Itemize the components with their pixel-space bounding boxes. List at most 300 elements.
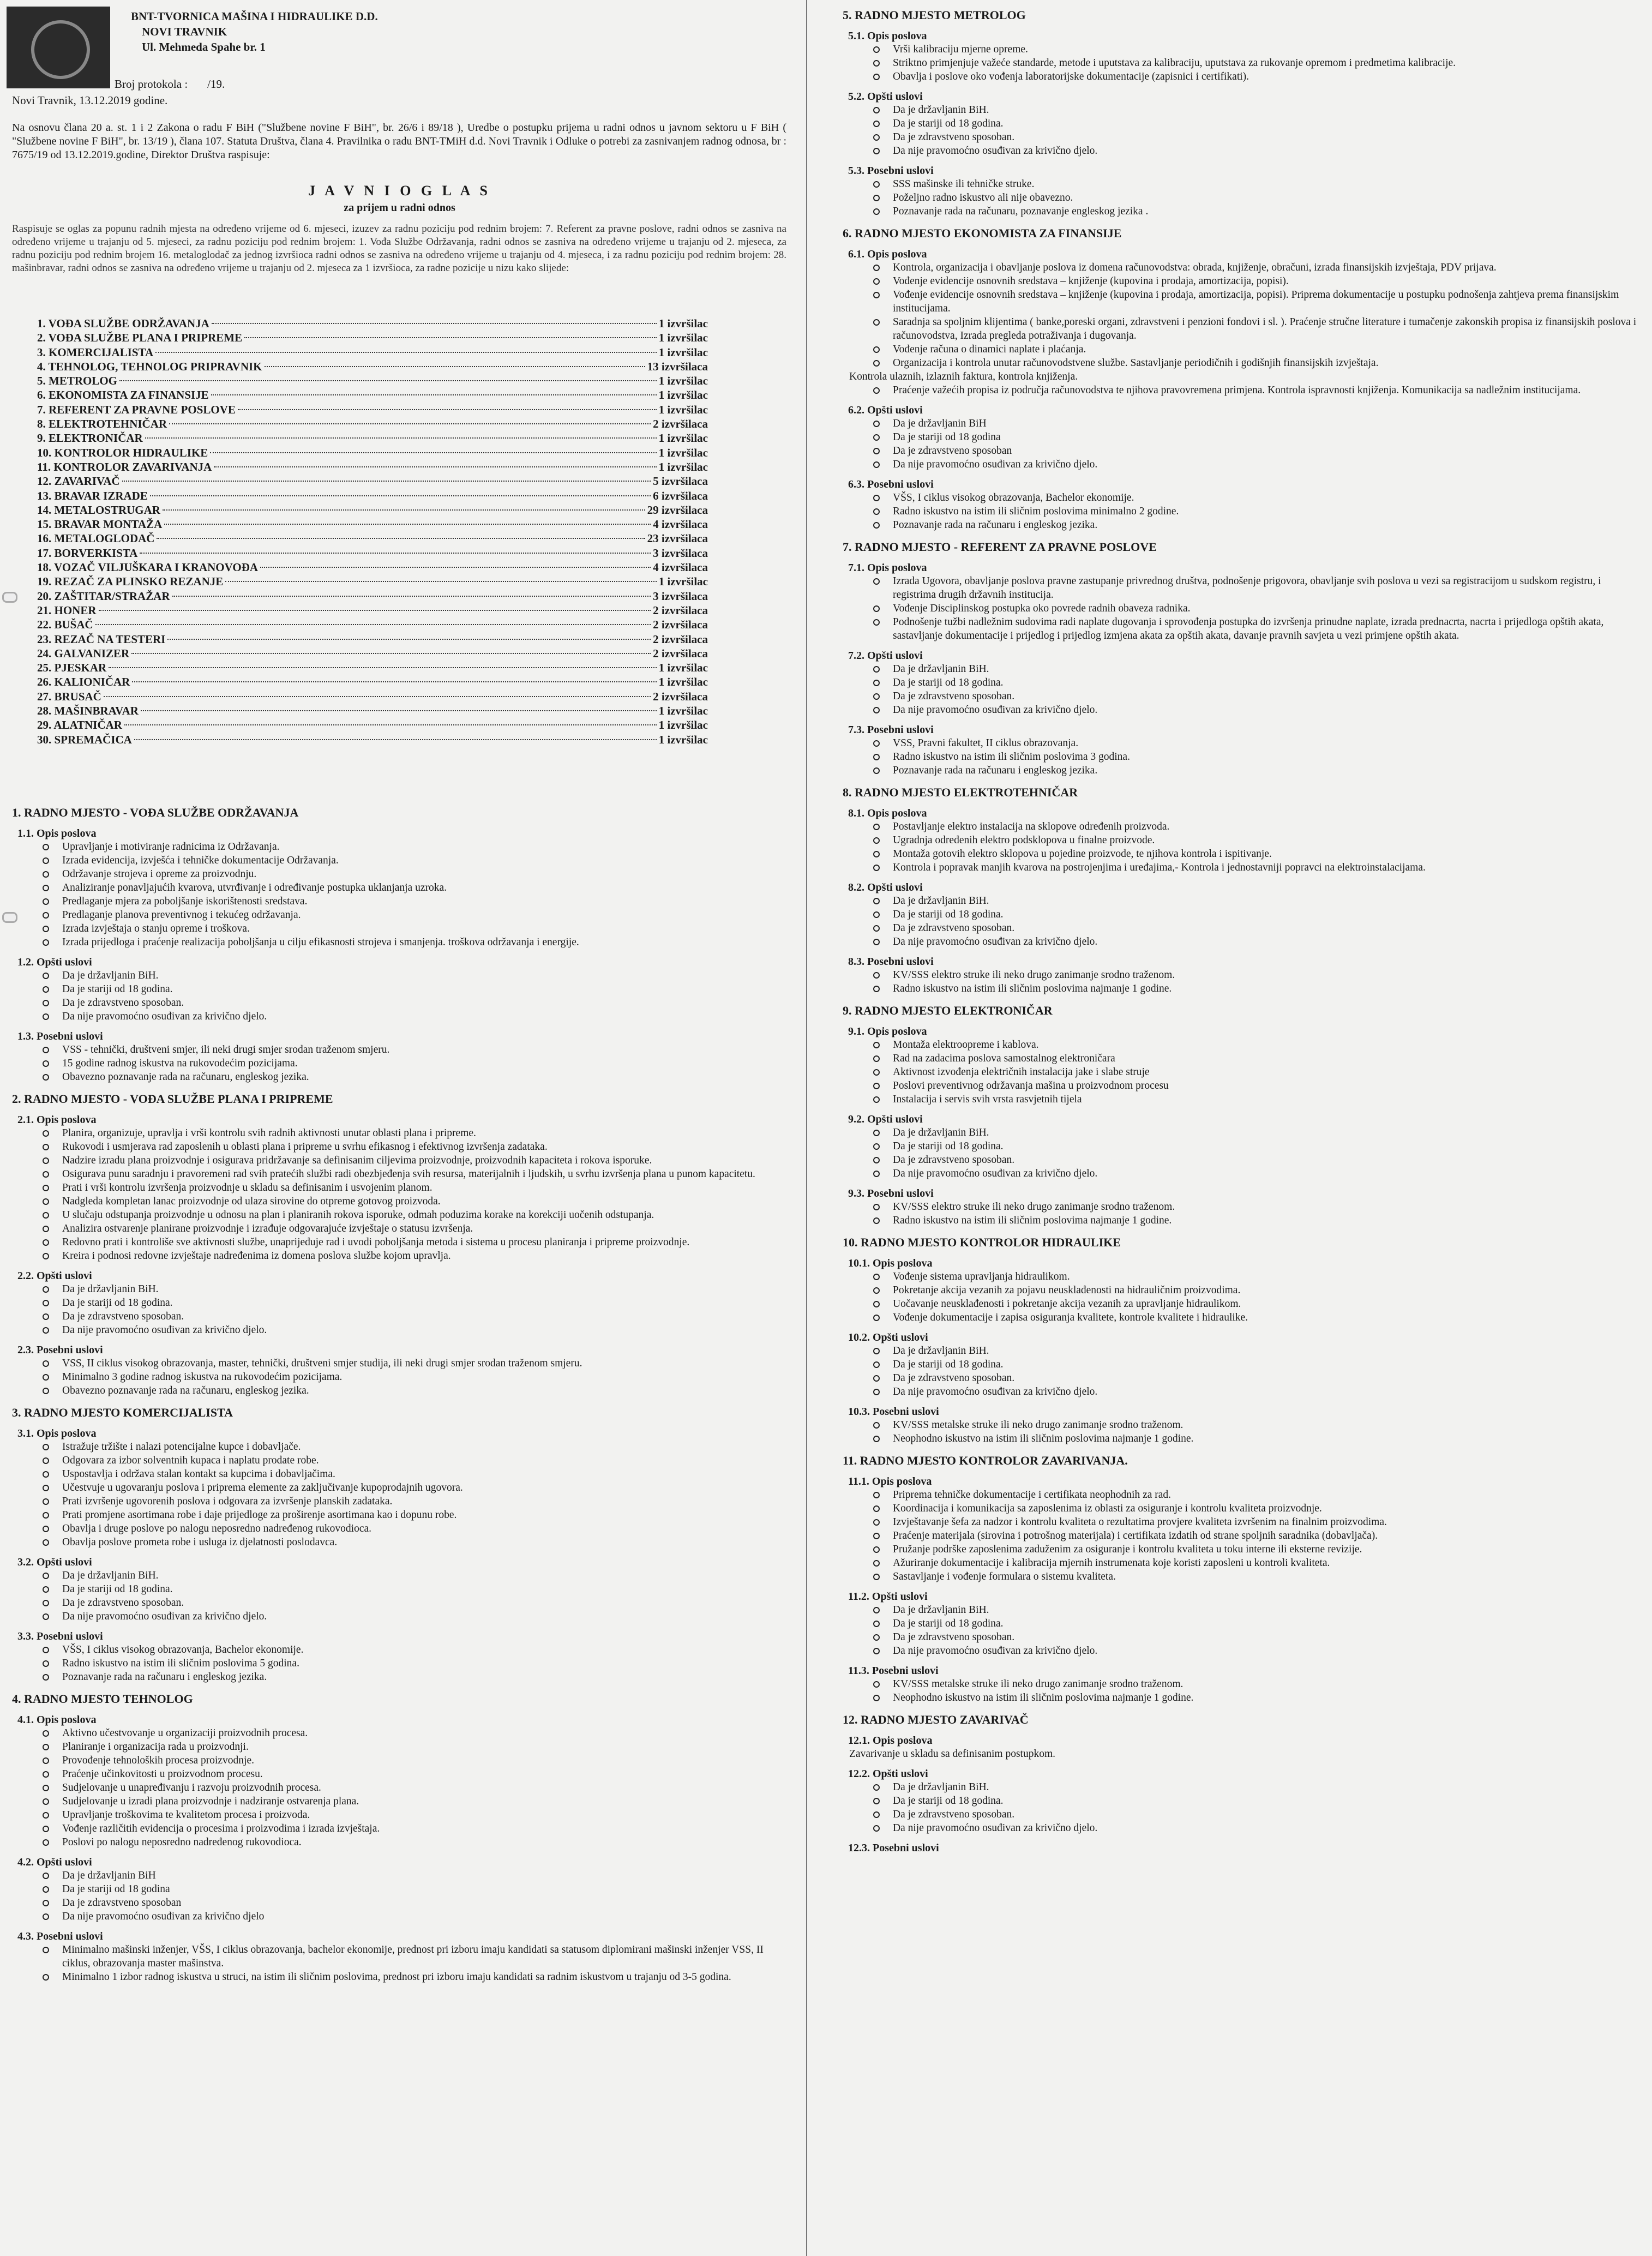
bullet-item: Da je zdravstveno sposoban. [864, 1630, 1639, 1644]
bullet-list [843, 1270, 1639, 1324]
position-count: 1 izvršilac [658, 431, 708, 445]
position-row [37, 646, 708, 661]
position-row [37, 560, 708, 574]
leader-dots [169, 423, 651, 424]
bullet-item: Analiziranje ponavljajućih kvarova, utvrđivanje i određivanje postupka uklanjanja uzroka. [34, 881, 786, 895]
bullet-item: Vođenje različitih evidencija o procesima i proizvodima i izrada izvještaja. [34, 1822, 786, 1835]
bullet-item: Montaža elektroopreme i kablova. [864, 1038, 1639, 1052]
leader-dots [104, 696, 651, 697]
bullet-item: Radno iskustvo na istim ili sličnim poslovima 5 godina. [34, 1657, 786, 1670]
bullet-item: Minimalno mašinski inženjer, VŠS, I ciklus obrazovanja, bachelor ekonomije, prednost pri izboru imaju kandidati sa statusom diplomirani mašinski inženjer VSS, II ciklus, obrazovanja master mašinstva. [34, 1943, 786, 1970]
bullet-item: Vođenje evidencije osnovnih sredstava – knjiženje (kupovina i prodaja, amortizacija, popisi). [864, 274, 1639, 288]
subsection-heading: 6.3. Posebni uslovi [848, 478, 934, 490]
position-name: 10. KONTROLOR HIDRAULIKE [37, 446, 208, 459]
bullet-list [843, 103, 1639, 158]
position-row [37, 417, 708, 431]
bullet-item: Planira, organizuje, upravlja i vrši kontrolu svih radnih aktivnosti unutar oblasti plana i pripreme. [34, 1126, 786, 1140]
position-count: 23 izvršilaca [647, 532, 708, 545]
bullet-item: Nadgleda kompletan lanac proizvodnje od ulaza sirovine do otpreme gotovog proizvoda. [34, 1195, 786, 1208]
bullet-list [12, 969, 786, 1023]
section-title: 11. RADNO MJESTO KONTROLOR ZAVARIVANJA. [843, 1454, 1128, 1467]
bullet-list [843, 1488, 1639, 1583]
bullet-item: VSS, II ciklus visokog obrazovanja, master, tehnički, društveni smjer studija, ili neki drugi smjer srodan traženom smjeru. [34, 1357, 786, 1370]
company-city: NOVI TRAVNIK [142, 25, 227, 38]
bullet-item: KV/SSS elektro struke ili neko drugo zanimanje srodno traženom. [864, 1200, 1639, 1214]
leader-dots [124, 724, 657, 725]
bullet-item: Rad na zadacima poslova samostalnog elektroničara [864, 1052, 1639, 1065]
leader-dots [167, 639, 651, 640]
bullet-item: Da je državljanin BiH. [34, 1569, 786, 1582]
section-title: 7. RADNO MJESTO - REFERENT ZA PRAVNE POSLOVE [843, 540, 1157, 554]
position-row [37, 704, 708, 718]
subsection-heading: 9.2. Opšti uslovi [848, 1113, 923, 1125]
position-name: 3. KOMERCIJALISTA [37, 345, 154, 359]
subsection-heading: 10.3. Posebni uslovi [848, 1406, 939, 1418]
position-row [37, 388, 708, 402]
position-count: 1 izvršilac [658, 403, 708, 416]
bullet-item: Da je državljanin BiH. [864, 1126, 1639, 1139]
section-title: 2. RADNO MJESTO - VOĐA SLUŽBE PLANA I PRIPREME [12, 1092, 333, 1106]
position-row [37, 474, 708, 488]
bullet-item: Izrada izvještaja o stanju opreme i troškova. [34, 922, 786, 935]
bullet-item: Neophodno iskustvo na istim ili sličnim poslovima najmanje 1 godine. [864, 1432, 1639, 1445]
bullet-list [12, 1726, 786, 1849]
bullet-item: Kreira i podnosi redovne izvještaje nadređenima iz domena poslova službe kojom upravlja. [34, 1249, 786, 1263]
bullet-item: Da je stariji od 18 godina. [864, 1794, 1639, 1808]
bullet-item: Poželjno radno iskustvo ali nije obavezno. [864, 191, 1639, 205]
leader-dots [260, 567, 651, 568]
bullet-item: Održavanje strojeva i opreme za proizvodnju. [34, 867, 786, 881]
position-row [37, 603, 708, 617]
leader-dots [214, 466, 656, 467]
bullet-item: VSS, Pravni fakultet, II ciklus obrazovanja. [864, 736, 1639, 750]
subsection-heading: 3.2. Opšti uslovi [17, 1556, 92, 1568]
bullet-list [843, 820, 1639, 874]
bullet-item: Vođenje dokumentacije i zapisa osiguranja kvalitete, kontrole kvalitete i hidraulike. [864, 1311, 1639, 1324]
bullet-item: Da nije pravomoćno osuđivan za krivično djelo. [864, 458, 1639, 471]
subsection-heading: 7.3. Posebni uslovi [848, 724, 934, 736]
bullet-item: Praćenje učinkovitosti u proizvodnom procesu. [34, 1767, 786, 1781]
bullet-item: Radno iskustvo na istim ili sličnim poslovima najmanje 1 godine. [864, 982, 1639, 995]
bullet-item: 15 godine radnog iskustva na rukovodećim pozicijama. [34, 1057, 786, 1070]
bullet-item: Poznavanje rada na računaru i engleskog jezika. [864, 518, 1639, 532]
bullet-item: Da je državljanin BiH. [34, 1282, 786, 1296]
position-count: 4 izvršilaca [653, 561, 708, 574]
bullet-item: Uočavanje neusklađenosti i pokretanje akcija vezanih za upravljanje hidraulikom. [864, 1297, 1639, 1311]
bullet-item: Poznavanje rada na računaru i engleskog jezika. [864, 764, 1639, 777]
company-header [131, 9, 731, 55]
bullet-list [843, 417, 1639, 471]
bullet-list [843, 261, 1639, 370]
position-name: 21. HONER [37, 603, 97, 617]
position-count: 1 izvršilac [658, 345, 708, 359]
bullet-item: Da je stariji od 18 godina. [864, 1139, 1639, 1153]
bullet-list [12, 1282, 786, 1337]
binder-clip-mark [2, 592, 17, 603]
subsection-heading: 5.3. Posebni uslovi [848, 165, 934, 177]
bullet-list [843, 1780, 1639, 1835]
bullet-item: Prati promjene asortimana robe i daje prijedloge za proširenje asortimana kao i dopunu robe. [34, 1508, 786, 1522]
leader-dots [265, 366, 645, 367]
bullet-item: Sudjelovanje u izradi plana proizvodnje i nadziranje ostvarenja plana. [34, 1795, 786, 1808]
leader-dots [163, 509, 645, 511]
position-name: 20. ZAŠTITAR/STRAŽAR [37, 589, 170, 603]
document-date: Novi Travnik, 13.12.2019 godine. [12, 94, 168, 107]
bullet-item: Montaža gotovih elektro sklopova u pojedine proizvode, te njihova kontrola i ispitivanje. [864, 847, 1639, 861]
company-logo [7, 7, 110, 88]
bullet-item: Sastavljanje i vođenje formulara o sistemu kvaliteta. [864, 1570, 1639, 1583]
leader-dots [212, 323, 657, 324]
position-row [37, 718, 708, 732]
leader-dots [150, 495, 651, 496]
position-count: 4 izvršilaca [653, 518, 708, 531]
position-name: 2. VOĐA SLUŽBE PLANA I PRIPREME [37, 331, 243, 345]
positions-list [37, 316, 708, 747]
leader-dots [244, 337, 657, 338]
bullet-item: Da je stariji od 18 godina. [864, 908, 1639, 921]
bullet-item: KV/SSS elektro struke ili neko drugo zanimanje srodno traženom. [864, 968, 1639, 982]
bullet-item: Poslovi preventivnog održavanja mašina u proizvodnom procesu [864, 1079, 1639, 1093]
bullet-item: Da je državljanin BiH. [864, 1780, 1639, 1794]
position-row [37, 617, 708, 632]
bullet-item: Da nije pravomoćno osuđivan za krivično djelo. [34, 1323, 786, 1337]
position-count: 3 izvršilaca [653, 546, 708, 560]
bullet-item: Da nije pravomoćno osuđivan za krivično djelo. [34, 1010, 786, 1023]
bullet-item: Prati i vrši kontrolu izvršenja proizvodnje u skladu sa definisanim i usvojenim planom. [34, 1181, 786, 1195]
subsection-heading: 4.2. Opšti uslovi [17, 1856, 92, 1868]
bullet-item: Da nije pravomoćno osuđivan za krivično djelo. [864, 1644, 1639, 1658]
subsection-heading: 11.2. Opšti uslovi [848, 1591, 928, 1603]
bullet-item: Uspostavlja i održava stalan kontakt sa kupcima i dobavljačima. [34, 1467, 786, 1481]
position-count: 5 izvršilaca [653, 475, 708, 488]
position-count: 6 izvršilaca [653, 489, 708, 502]
leader-dots [99, 610, 651, 611]
position-name: 14. METALOSTRUGAR [37, 503, 160, 517]
bullet-list [843, 574, 1639, 643]
bullet-item: Da je državljanin BiH. [864, 1344, 1639, 1358]
position-count: 1 izvršilac [658, 460, 708, 473]
bullet-item: Rukovodi i usmjerava rad zaposlenih u oblasti plana i pripreme u svrhu efikasnog i efektivnog izvršenja zadataka. [34, 1140, 786, 1154]
bullet-item: Sudjelovanje u unapređivanju i razvoju proizvodnih procesa. [34, 1781, 786, 1795]
bullet-list [843, 1603, 1639, 1658]
bullet-item: Da je stariji od 18 godina. [864, 117, 1639, 130]
leader-dots [155, 352, 656, 353]
bullet-item: Obavlja i druge poslove po nalogu neposredno nadređenog rukovodioca. [34, 1522, 786, 1535]
bullet-item: Poslovi po nalogu neposredno nadređenog rukovodioca. [34, 1835, 786, 1849]
subsection-heading: 4.3. Posebni uslovi [17, 1930, 103, 1942]
right-sections [843, 0, 1639, 1855]
bullet-item: Da je zdravstveno sposoban. [34, 996, 786, 1010]
bullet-item: Da je zdravstveno sposoban. [864, 1371, 1639, 1385]
position-row [37, 374, 708, 388]
bullet-item: Radno iskustvo na istim ili sličnim poslovima 3 godina. [864, 750, 1639, 764]
position-count: 2 izvršilaca [653, 603, 708, 617]
bullet-item: Da nije pravomoćno osuđivan za krivično djelo. [864, 1821, 1639, 1835]
position-name: 5. METROLOG [37, 374, 118, 388]
bullet-item: Da je zdravstveno sposoban. [864, 1153, 1639, 1167]
section-title: 8. RADNO MJESTO ELEKTROTEHNIČAR [843, 785, 1078, 799]
bullet-list [12, 1869, 786, 1923]
bullet-item: Da je državljanin BiH. [864, 1603, 1639, 1617]
position-count: 2 izvršilaca [653, 646, 708, 660]
bullet-item: Da je stariji od 18 godina [34, 1882, 786, 1896]
bullet-item: Planiranje i organizacija rada u proizvodnji. [34, 1740, 786, 1754]
section-title: 9. RADNO MJESTO ELEKTRONIČAR [843, 1004, 1053, 1017]
position-name: 19. REZAČ ZA PLINSKO REZANJE [37, 575, 224, 589]
bullet-item: Praćenje materijala (sirovina i potrošnog materijala) i certifikata izdatih od strane spoljnih saradnika (dobavljača). [864, 1529, 1639, 1543]
subsection-heading: 3.3. Posebni uslovi [17, 1630, 103, 1642]
section-note: Zavarivanje u skladu sa definisanim postupkom. [849, 1748, 1056, 1760]
bullet-item: Saradnja sa spoljnim klijentima ( banke,poreski organi, zdravstveni i penzioni fondovi i sl. ). Praćenje stručne literature i tumačenje zakonskih propisa iz finansijskih poslova i računovodstva, Izrada pregleda potraživanja i dugovanja. [864, 315, 1639, 343]
bullet-item: Da je državljanin BiH [34, 1869, 786, 1882]
section-title: 1. RADNO MJESTO - VOĐA SLUŽBE ODRŽAVANJA [12, 806, 299, 819]
bullet-item: Da je državljanin BiH. [34, 969, 786, 982]
position-count: 1 izvršilac [658, 317, 708, 330]
bullet-item: Instalacija i servis svih vrsta rasvjetnih tijela [864, 1093, 1639, 1106]
subsection-heading: 4.1. Opis poslova [17, 1714, 97, 1726]
bullet-item: Neophodno iskustvo na istim ili sličnim poslovima najmanje 1 godine. [864, 1691, 1639, 1705]
bullet-item: Da je stariji od 18 godina. [864, 1617, 1639, 1630]
bullet-item: Da nije pravomoćno osuđivan za krivično djelo. [864, 935, 1639, 949]
position-name: 15. BRAVAR MONTAŽA [37, 518, 163, 531]
document-title: J A V N I O G L A S [308, 183, 491, 199]
subsection-heading: 8.3. Posebni uslovi [848, 956, 934, 968]
position-name: 16. METALOGLODAČ [37, 532, 155, 545]
leader-dots [95, 624, 651, 625]
subsection-heading: 8.1. Opis poslova [848, 807, 927, 819]
bullet-item: Osigurava punu saradnju i pravoremeni rad svih pratećih službi radi obezbjeđenja svih resursa, materijalnih i ljudskih, u svrhu izvršenja plana u punom kapacitetu. [34, 1167, 786, 1181]
bullet-list [843, 1126, 1639, 1180]
position-name: 13. BRAVAR IZRADE [37, 489, 148, 502]
bullet-item: Redovno prati i kontroliše sve aktivnosti službe, unapriјeđuje rad i uvodi poboljšanja metoda i sistema u procesu planiranja i pripreme proizvodnje. [34, 1235, 786, 1249]
position-name: 29. ALATNIČAR [37, 718, 122, 732]
bullet-item: Nadzire izradu plana proizvodnje i osigurava pridržavanje sa definisanim ciljevima proizvodnje, proizvodnih kapaciteta i rokova isporuke. [34, 1154, 786, 1167]
bullet-item: Izrada prijedloga i praćenje realizacija poboljšanja u cilju efikasnosti strojeva i smanjenja. troškova održavanja i energije. [34, 935, 786, 949]
bullet-item: Izrada evidencija, izvješća i tehničke dokumentacije Održavanja. [34, 854, 786, 867]
bullet-item: Pokretanje akcija vezanih za pojavu neusklađenosti na hidrauličnim proizvodima. [864, 1283, 1639, 1297]
bullet-item: Predlaganje planova preventivnog i tekućeg održavanja. [34, 908, 786, 922]
bullet-item: Predlaganje mjera za poboljšanje iskorištenosti sredstava. [34, 895, 786, 908]
protocol-number: Broj protokola : /19. [115, 77, 225, 91]
subsection-heading: 1.2. Opšti uslovi [17, 956, 92, 968]
bullet-item: Ažuriranje dokumentacije i kalibracija mjernih instrumenata koje koristi zaposleni u kontroli kvaliteta. [864, 1556, 1639, 1570]
position-name: 18. VOZAČ VILJUŠKARA I KRANOVOĐA [37, 561, 259, 574]
position-count: 1 izvršilac [658, 575, 708, 589]
position-row [37, 689, 708, 704]
bullet-list [843, 43, 1639, 83]
position-name: 24. GALVANIZER [37, 646, 130, 660]
position-row [37, 431, 708, 445]
bullet-list [843, 736, 1639, 777]
bullet-list [12, 1943, 786, 1984]
position-name: 23. REZAČ NA TESTERI [37, 632, 166, 646]
bullet-item: Analizira ostvarenje planirane proizvodnje i izrađuje odgovarajuće izvještaje o statusu izvršenja. [34, 1222, 786, 1235]
bullet-item: SSS mašinske ili tehničke struke. [864, 177, 1639, 191]
position-row [37, 632, 708, 646]
bullet-item: VSS - tehnički, društveni smjer, ili neki drugi smjer srodan traženom smjeru. [34, 1043, 786, 1057]
leader-dots [157, 538, 645, 539]
position-row [37, 403, 708, 417]
subsection-heading: 12.1. Opis poslova [848, 1735, 933, 1747]
bullet-list [843, 968, 1639, 995]
position-name: 17. BORVERKISTA [37, 546, 138, 560]
bullet-item: Da je zdravstveno sposoban. [864, 1808, 1639, 1821]
bullet-item: Vođenje evidencije osnovnih sredstava – knjiženje (kupovina i prodaja, amortizacija, popisi). Priprema dokumentacije u postupku podnošenja zahtjeva prema finansijskim institucijama. [864, 288, 1639, 315]
bullet-list [843, 1344, 1639, 1399]
section-title: 3. RADNO MJESTO KOMERCIJALISTA [12, 1406, 233, 1419]
position-row [37, 574, 708, 589]
bullet-list [843, 177, 1639, 218]
bullet-item: Aktivno učestvovanje u organizaciji proizvodnih procesa. [34, 1726, 786, 1740]
bullet-list [843, 383, 1639, 397]
subsection-heading: 1.1. Opis poslova [17, 827, 97, 839]
section-title: 5. RADNO MJESTO METROLOG [843, 8, 1026, 22]
bullet-item: Da je državljanin BiH. [864, 103, 1639, 117]
bullet-item: Priprema tehničke dokumentacije i certifikata neophodnih za rad. [864, 1488, 1639, 1502]
bullet-list [12, 1643, 786, 1684]
position-count: 1 izvršilac [658, 661, 708, 675]
bullet-item: Obavezno poznavanje rada na računaru, engleskog jezika. [34, 1384, 786, 1397]
bullet-item: Minimalno 3 godine radnog iskustva na rukovodećim pozicijama. [34, 1370, 786, 1384]
position-count: 2 izvršilaca [653, 632, 708, 646]
position-row [37, 675, 708, 689]
position-count: 2 izvršilaca [653, 618, 708, 632]
position-count: 2 izvršilaca [653, 689, 708, 703]
position-row [37, 460, 708, 474]
position-count: 1 izvršilac [658, 374, 708, 388]
bullet-list [843, 1200, 1639, 1227]
section-title: 12. RADNO MJESTO ZAVARIVAČ [843, 1713, 1029, 1726]
leader-dots [140, 553, 651, 554]
bullet-item: Vođenje računa o dinamici naplate i plaćanja. [864, 343, 1639, 356]
position-name: 22. BUŠAČ [37, 618, 93, 632]
section-title: 6. RADNO MJESTO EKONOMISTA ZA FINANSIJE [843, 226, 1122, 240]
bullet-item: Pružanje podrške zaposlenima zaduženim za osiguranje i kontrolu kvaliteta u toku interne ili eksterne revizije. [864, 1543, 1639, 1556]
subsection-heading: 11.3. Posebni uslovi [848, 1665, 939, 1677]
bullet-item: Poznavanje rada na računaru, poznavanje engleskog jezika . [864, 205, 1639, 218]
position-name: 25. PJESKAR [37, 661, 107, 675]
bullet-item: Izrada Ugovora, obavljanje poslova pravne zastupanje privrednog društva, podnošenje prigovora, obavljanje svih poslova u vezi sa registracijom u sudskom registru, i registrima drugih državnih institucija. [864, 574, 1639, 602]
bullet-item: KV/SSS metalske struke ili neko drugo zanimanje srodno traženom. [864, 1418, 1639, 1432]
bullet-item: Izvještavanje šefa za nadzor i kontrolu kvaliteta o rezultatima provjere kvaliteta izvršenim na finalnim proizvodima. [864, 1515, 1639, 1529]
bullet-item: Provođenje tehnoloških procesa proizvodnje. [34, 1754, 786, 1767]
bullet-item: KV/SSS metalske struke ili neko drugo zanimanje srodno traženom. [864, 1677, 1639, 1691]
bullet-item: Upravljanje troškovima te kvalitetom procesa i proizvoda. [34, 1808, 786, 1822]
bullet-item: Da je stariji od 18 godina [864, 430, 1639, 444]
position-count: 29 izvršilaca [647, 503, 708, 517]
subsection-heading: 2.3. Posebni uslovi [17, 1344, 103, 1356]
bullet-item: Organizacija i kontrola unutar računovodstvene službe. Sastavljanje periodičnih i godišnjih finansijskih izvještaja. [864, 356, 1639, 370]
subsection-heading: 2.2. Opšti uslovi [17, 1270, 92, 1282]
bullet-item: Da nije pravomoćno osuđivan za krivično djelo. [864, 1167, 1639, 1180]
leader-dots [225, 581, 656, 582]
position-name: 9. ELEKTRONIČAR [37, 431, 143, 445]
bullet-list [843, 1038, 1639, 1106]
subsection-heading: 5.1. Opis poslova [848, 30, 927, 42]
bullet-item: Da nije pravomoćno osuđivan za krivično djelo [34, 1910, 786, 1923]
position-row [37, 331, 708, 345]
leader-dots [211, 394, 657, 395]
position-row [37, 589, 708, 603]
bullet-item: Da je državljanin BiH. [864, 894, 1639, 908]
bullet-item: Poznavanje rada na računaru i engleskog jezika. [34, 1670, 786, 1684]
bullet-item: Prati izvršenje ugovorenih poslova i odgovara za izvršenje planskih zadataka. [34, 1495, 786, 1508]
position-name: 30. SPREMAČICA [37, 733, 132, 746]
subsection-heading: 7.2. Opšti uslovi [848, 650, 923, 662]
position-count: 1 izvršilac [658, 718, 708, 732]
bullet-item: Podnošenje tužbi nadležnim sudovima radi naplate dugovanja i sprovođenja postupka do izvršenja prinudne naplate, izrada prednacrta, nacrta i prijedloga opštih akata, sastavljanje dokumentacije i prijedlog i prijedlog izmjena akata za opštih akata, davanje pravnih savjeta u vezi primjene opštih akata. [864, 615, 1639, 643]
position-count: 1 izvršilac [658, 704, 708, 718]
subsection-heading: 1.3. Posebni uslovi [17, 1030, 103, 1042]
subsection-heading: 9.3. Posebni uslovi [848, 1187, 934, 1199]
bullet-list [12, 1569, 786, 1623]
bullet-list [843, 894, 1639, 949]
position-count: 2 izvršilaca [653, 417, 708, 431]
bullet-item: VŠS, I ciklus visokog obrazovanja, Bachelor ekonomije. [864, 491, 1639, 505]
company-address: Ul. Mehmeda Spahe br. 1 [142, 40, 266, 53]
position-row [37, 446, 708, 460]
subsection-heading: 6.1. Opis poslova [848, 248, 927, 260]
position-count: 1 izvršilac [658, 331, 708, 345]
leader-dots [141, 710, 657, 711]
bullet-list [843, 662, 1639, 717]
legal-basis-paragraph: Na osnovu člana 20 a. st. 1 i 2 Zakona o radu F BiH ("Službene novine F BiH", br. 26/6 i 89/18 ), Uredbe o postupku prijema u radni odnos u javnom sektoru u F BiH ( "Službene novine F BiH", br. 13/19 ), člana 107. Statuta Društva, člana 4. Pravilnika o radu BNT-TMiH d.d. Novi Travnik i Odluke o potrebi za zasnivanjem radnog odnosa, br : 7675/19 od 13.12.2019.godine, Direktor Društva raspisuje: [12, 122, 786, 161]
position-name: 12. ZAVARIVAČ [37, 475, 120, 488]
position-count: 1 izvršilac [658, 733, 708, 746]
subsection-heading: 8.2. Opšti uslovi [848, 881, 923, 893]
bullet-item: Obavlja poslove prometa robe i usluga iz djelatnosti poslodavca. [34, 1535, 786, 1549]
bullet-item: Ugradnja određenih elektro podsklopova u finalne proizvode. [864, 833, 1639, 847]
bullet-item: Aktivnost izvođenja električnih instalacija jake i slabe struje [864, 1065, 1639, 1079]
position-row [37, 733, 708, 747]
position-row [37, 345, 708, 359]
bullet-item: Kontrola i popravak manjih kvarova na postrojenjima i uređajima,- Kontrola i jednostavniji popravci na elektroinstalacijama. [864, 861, 1639, 874]
bullet-list [12, 840, 786, 949]
bullet-item: Striktno primjenjuje važeće standarde, metode i uputstava za kalibraciju, uputstava za rukovanje opremom i predmetima kalibracije. [864, 56, 1639, 70]
position-count: 3 izvršilaca [653, 589, 708, 603]
bullet-list [12, 1357, 786, 1397]
leader-dots [172, 596, 651, 597]
position-row [37, 489, 708, 503]
position-name: 8. ELEKTROTEHNIČAR [37, 417, 167, 431]
position-row [37, 503, 708, 517]
subsection-heading: 11.1. Opis poslova [848, 1475, 932, 1487]
bullet-list [12, 1126, 786, 1263]
bullet-item: Praćenje važećih propisa iz područja računovodstva te njihova pravovremena primjena. Kontrola ispravnosti knjiženja. Komunikacija sa nadležnim institucijama. [864, 383, 1639, 397]
subsection-heading: 5.2. Opšti uslovi [848, 91, 923, 103]
document-subtitle: za prijem u radni odnos [344, 202, 455, 214]
bullet-item: Da nije pravomoćno osuđivan za krivično djelo. [864, 1385, 1639, 1399]
position-row [37, 546, 708, 560]
bullet-item: Da je stariji od 18 godina. [864, 1358, 1639, 1371]
subsection-heading: 6.2. Opšti uslovi [848, 404, 923, 416]
position-row [37, 661, 708, 675]
position-name: 4. TEHNOLOG, TEHNOLOG PRIPRAVNIK [37, 359, 262, 373]
bullet-item: Da je zdravstveno sposoban. [864, 130, 1639, 144]
bullet-item: Da je zdravstveno sposoban [34, 1896, 786, 1910]
left-sections [12, 797, 786, 1984]
leader-dots [109, 667, 656, 668]
announcement-paragraph: Raspisuje se oglas za popunu radnih mjesta na određeno vrijeme od 6. mjeseci, izuzev za radnu poziciju pod rednim brojem: 7. Referent za pravne poslove, radni odnos se zasniva na određeno vrijeme u trajanju od 5. mjeseci, za radnu poziciju pod rednim brojem: 1. Vođa Službe Održavanja, radni odnos se zasniva na određeno vrijeme u trajanju od 2. mjeseca, za radnu poziciju pod rednim brojem 16. metaloglodač za jednog izvršioca radni odnos se zasniva na određeno vrijeme u trajanju od 4. mjeseca, i za radnu poziciju pod rednim brojem: 28. mašinbravar, radni odnos se zasniva na određeno vrijeme u trajanju od 2. mjeseca za 1 izvršioca, za radne pozicije u nizu kako slijede: [12, 223, 786, 274]
bullet-item: Odgovara za izbor solventnih kupaca i naplatu prodate robe. [34, 1454, 786, 1467]
leader-dots [238, 409, 657, 410]
subsection-heading: 10.2. Opšti uslovi [848, 1331, 928, 1343]
bullet-item: Radno iskustvo na istim ili sličnim poslovima minimalno 2 godine. [864, 505, 1639, 518]
bullet-item: Vođenje sistema upravljanja hidraulikom. [864, 1270, 1639, 1283]
position-row [37, 316, 708, 331]
bullet-item: Kontrola, organizacija i obavljanje poslova iz domena računovodstva: obrada, knjiženje, obračuni, izrada finansijskih izvještaja, PDV prijava. [864, 261, 1639, 274]
position-name: 6. EKONOMISTA ZA FINANSIJE [37, 388, 209, 402]
